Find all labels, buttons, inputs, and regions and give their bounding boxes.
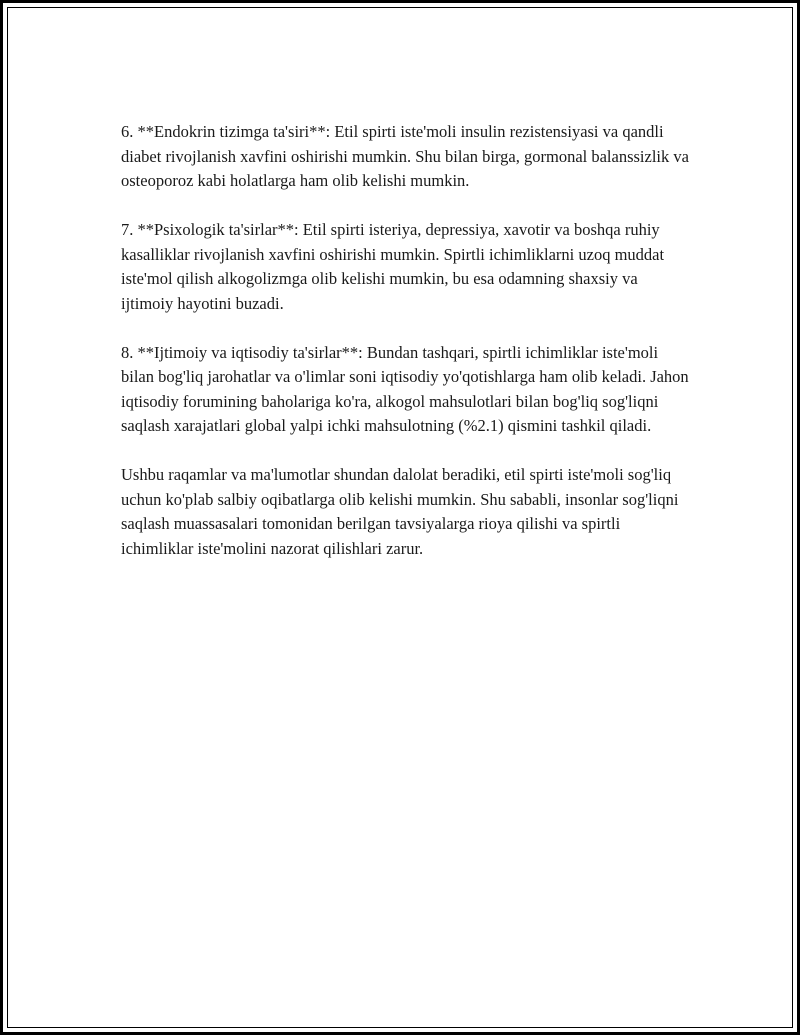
paragraph-endocrine-effects: 6. **Endokrin tizimga ta'siri**: Etil spirti iste'moli insulin rezistensiyasi va qandli diabet rivojlanish xavfini oshirishi mumkin. Shu bilan birga, gormonal balanssizlik va osteoporoz kabi holatlarga ham olib kelishi mumkin.	[121, 122, 689, 190]
paragraph-social-economic-effects: 8. **Ijtimoiy va iqtisodiy ta'sirlar**: Bundan tashqari, spirtli ichimliklar iste'moli bilan bog'liq jarohatlar va o'limlar soni iqtisodiy yo'qotishlarga ham olib keladi. Jahon iqtisodiy forumining baholariga ko'ra, alkogol mahsulotlari bilan bog'liq sog'liqni saqlash xarajatlari global yalpi ichki mahsulotning (%2.1) qismini tashkil qiladi.	[121, 342, 689, 435]
paragraph-conclusion: Ushbu raqamlar va ma'lumotlar shundan dalolat beradiki, etil spirti iste'moli sog'liq uchun ko'plab salbiy oqibatlarga olib kelishi mumkin. Shu sababli, insonlar sog'liqni saqlash muassasalari tomonidan berilgan tavsiyalarga rioya qilishi va spirtli ichimliklar iste'molini nazorat qilishlari zarur.	[121, 465, 679, 558]
document-body	[121, 120, 691, 586]
paragraph-psychological-effects: 7. **Psixologik ta'sirlar**: Etil spirti isteriya, depressiya, xavotir va boshqa ruhiy kasalliklar rivojlanish xavfini oshirishi mumkin. Spirtli ichimliklarni uzoq muddat iste'mol qilish alkogolizmga olib kelishi mumkin, bu esa odamning shaxsiy va ijtimoiy hayotini buzadi.	[121, 220, 665, 313]
